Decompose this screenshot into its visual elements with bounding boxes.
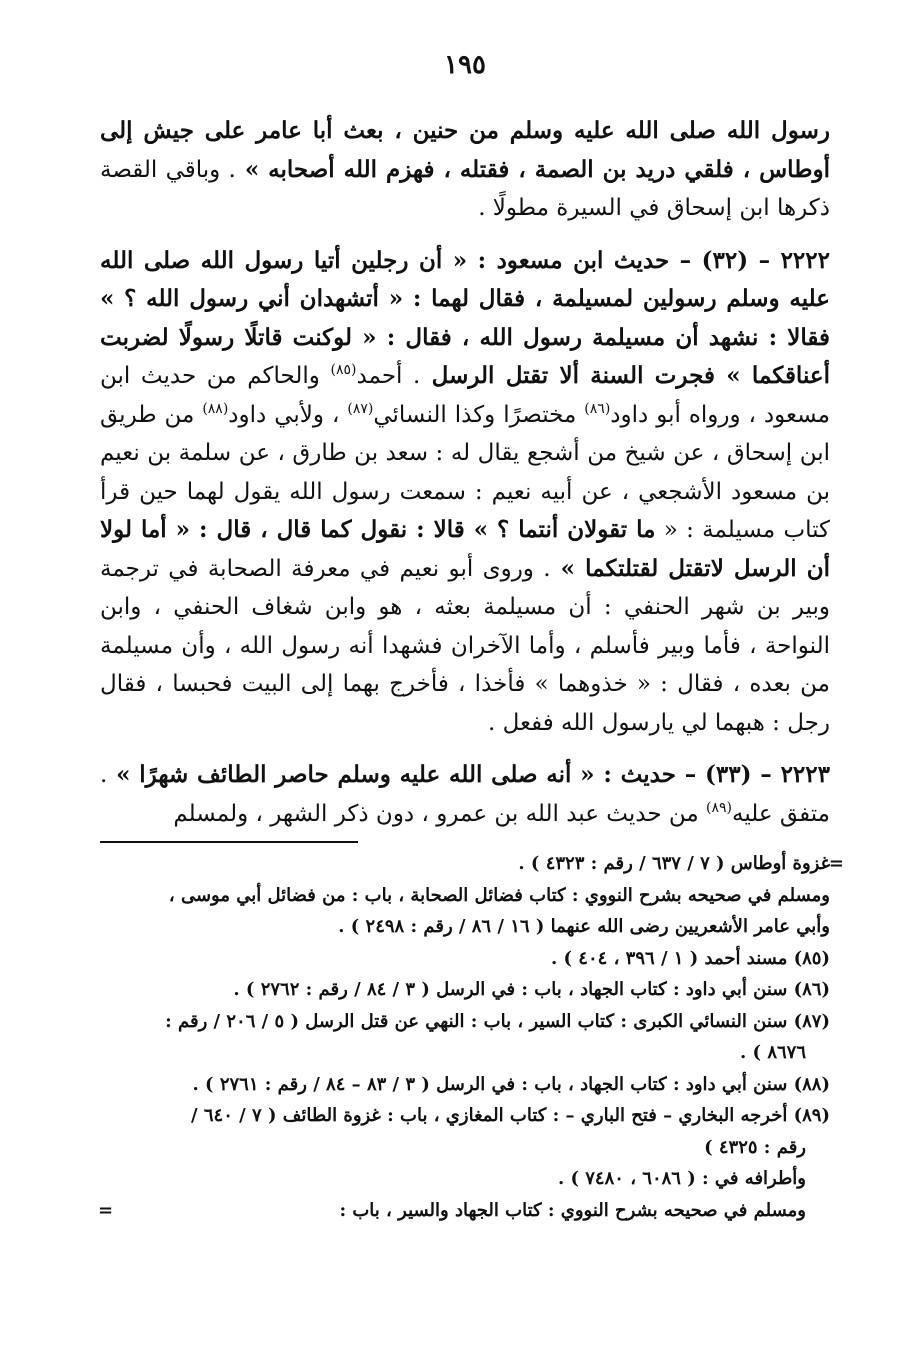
footnote-reference: (٨٦): [584, 400, 611, 417]
paragraph-intro: [100, 112, 830, 228]
continuation-marker: =: [98, 1199, 114, 1221]
footnote-text: وأبي عامر الأشعريين رضى الله عنهما ( ١٦ / ٨٦ / رقم : ٢٤٩٨ ) .: [338, 916, 830, 937]
footnote-reference: (٨٩): [706, 799, 732, 816]
footnote-line: [100, 1069, 830, 1101]
footnote-text: ٨٦٧٦ ) .: [740, 1042, 806, 1063]
footnotes: [98, 848, 844, 1226]
footnote-separator: [100, 841, 358, 843]
commentary-text: . وباقي القصة ذكرها ابن إسحاق في السيرة مطولًا .: [100, 156, 830, 221]
footnote-line: [100, 880, 830, 912]
paragraph-hadith-2223: [100, 756, 830, 833]
paragraph-hadith-2222: [100, 242, 830, 743]
hadith-text: رسول الله صلى الله عليه وسلم من حنين ، بعث أبا عامر على جيش إلى أوطاس ، فلقي دريد بن الصمة ، فقتله ، فهزم الله أصحابه »: [100, 117, 830, 183]
footnote-text: (٨٨) سنن أبي داود : كتاب الجهاد ، باب : في الرسل ( ٣ / ٨٣ – ٨٤ / رقم : ٢٧٦١ ) .: [192, 1073, 830, 1095]
continuation-marker: =: [828, 853, 844, 874]
footnote-text: (٨٧) سنن النسائي الكبرى : كتاب السير ، باب : النهي عن قتل الرسل ( ٥ / ٢٠٦ / رقم :: [165, 1010, 830, 1032]
footnote-text: رقم : ٤٣٢٥ ): [704, 1136, 806, 1158]
commentary-text: ، ولأبي داود: [228, 401, 348, 428]
commentary-text: . أحمد: [356, 363, 421, 389]
hadith-text: ٢٢٢٢ – (٣٢) – حديث ابن مسعود : « أن رجلين أتيا رسول الله صلى الله عليه وسلم رسولين لمسيلمة ، فقال لهما : « أتشهدان أني رسول الله ؟ » فقالا : نشهد أن مسيلمة رسول الله ، فقال : « لوكنت قاتلًا رسولًا لضربت أعناقكما » فجرت السنة ألا تقتل الرسل: [100, 246, 830, 389]
footnote-line: [100, 911, 830, 943]
main-text: [100, 112, 830, 847]
footnote-line: [100, 1132, 830, 1164]
footnote-line: [100, 1100, 830, 1132]
footnote-text: وأطرافه في : ( ٦٠٨٦ ، ٧٤٨٠ ) .: [557, 1168, 806, 1189]
commentary-text: والحاكم من حديث ابن مسعود ، ورواه أبو داود: [100, 363, 830, 428]
footnote-text: (٨٥) مسند أحمد ( ١ / ٣٩٦ ، ٤٠٤ ) .: [550, 947, 830, 969]
footnote-line: [100, 848, 844, 880]
footnote-line: [100, 1006, 830, 1038]
footnote-reference: (٨٥): [330, 362, 357, 378]
page-number: ١٩٥: [444, 50, 486, 80]
footnote-line: [100, 943, 830, 975]
book-page: [98, 0, 844, 1362]
footnote-text: ومسلم في صحيحه بشرح النووي : كتاب فضائل الصحابة ، باب : من فضائل أبي موسى ،: [168, 884, 830, 906]
commentary-text: مختصرًا وكذا النسائي: [373, 401, 585, 428]
footnote-line: [100, 1037, 830, 1069]
commentary-text: من طريق ابن إسحاق ، عن شيخ من أشجع يقال له : سعد بن طارق ، عن سلمة بن نعيم بن مسعود الأشجعي ، عن أبيه نعيم : سمعت رسول الله يقول لهما حين قرأ كتاب مسيلمة : «: [100, 401, 831, 543]
commentary-text: . وروى أبو نعيم في معرفة الصحابة في ترجمة وبير بن شهر الحنفي : أن مسيلمة بعثه ، هو وابن شغاف الحنفي ، وابن النواحة ، فأما وبير فأسلم ، وأما الآخران فشهدا أنه رسول الله ، وأن مسيلمة من بعده ، فقال : « خذوهما » فأخذا ، فأخرج بهما إلى البيت فحبسا ، فقال رجل : هبهما لي يارسول الله ففعل .: [100, 555, 830, 736]
footnote-line: [100, 974, 830, 1006]
footnote-line: [100, 1195, 830, 1227]
footnote-reference: (٨٧): [347, 400, 374, 417]
footnote-text: ومسلم في صحيحه بشرح النووي : كتاب الجهاد والسير ، باب :: [339, 1199, 806, 1221]
footnote-text: غزوة أوطاس ( ٧ / ٦٣٧ / رقم : ٤٣٢٣ ) .: [518, 853, 830, 874]
hadith-text: ما تقولان أنتما ؟ » قالا : نقول كما قال ، قال : « أما لولا أن الرسل لاتقتل لقتلتكما »: [100, 516, 830, 582]
hadith-text: ٢٢٢٣ – (٣٣) – حديث : « أنه صلى الله عليه وسلم حاصر الطائف شهرًا »: [107, 761, 830, 788]
footnote-reference: (٨٨): [202, 400, 229, 417]
commentary-text: من حديث عبد الله بن عمرو ، دون ذكر الشهر ، ولمسلم: [173, 800, 707, 827]
footnote-line: [100, 1163, 830, 1195]
commentary-text: . متفق عليه: [100, 762, 830, 827]
footnote-text: (٨٦) سنن أبي داود : كتاب الجهاد ، باب : في الرسل ( ٣ / ٨٤ / رقم : ٢٧٦٢ ) .: [233, 979, 830, 1000]
footnote-text: (٨٩) أخرجه البخاري – فتح الباري – : كتاب المغازي ، باب : غزوة الطائف ( ٧ / ٦٤٠ /: [191, 1105, 830, 1126]
